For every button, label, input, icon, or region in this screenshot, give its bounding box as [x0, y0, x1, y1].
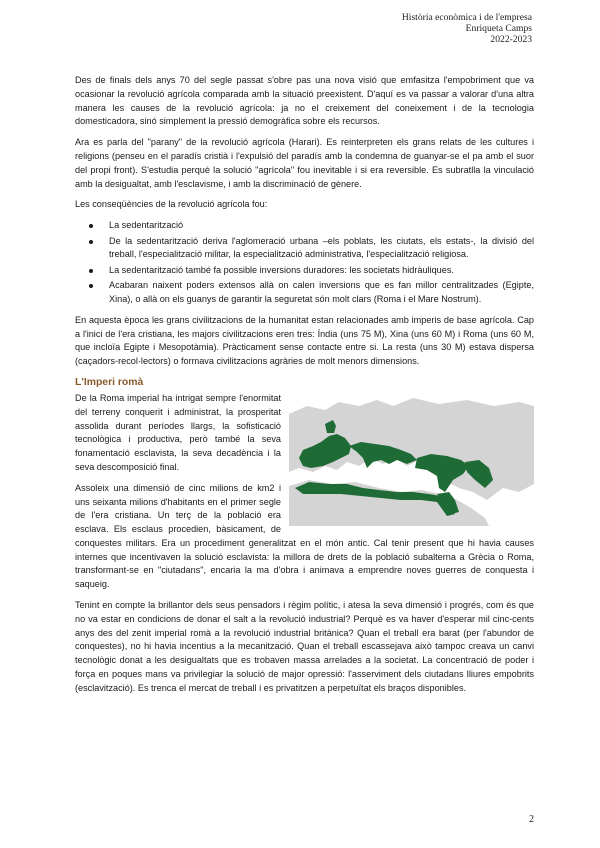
page-number: 2 [529, 814, 534, 825]
paragraph: Tenint en compte la brillantor dels seus pensadors i règim polític, i atesa la seva dimensió i progrés, com és que no va estar en condicions de donar el salt a la revolució industrial? Perquè es va haver d'esperar mil cinc-cents anys des del zenit imperial romà a la revolució industrial britànica? Quan el treball era barat (per l'abundor de conquestes), no hi havia incentius a la mecanització. Quan el treball escassejava això tampoc creava un canvi tecnològic donat a les desigualtats que es trobaven massa arrelades a la societat. La concentració de poder i força en poques mans va privilegiar la solució de major opressió: l'asserviment dels ciutadans lliures empobrits (esclavització). Es trenca el mercat de treball i es privatitzen a perpetuïtat els braços disponibles. [75, 600, 534, 693]
academic-year: 2022-2023 [490, 34, 532, 45]
page-header [402, 12, 532, 45]
author-name: Enriqueta Camps [465, 23, 532, 34]
list-item: La sedentarització [75, 219, 534, 233]
list-item: La sedentarització també fa possible inversions duradores: les societats hidràuliques. [75, 264, 534, 278]
consequences-list [75, 219, 534, 307]
list-item: Acabaran naixent poders extensos allà on calen inversions que es fan millor centralitzades (Egipte, Xina), o allà on els guanys de garantir la seguretat són molt clars (Roma i el Mare Nostrum). [75, 279, 534, 307]
list-item: De la sedentarització deriva l'aglomeració urbana –els poblats, les ciutats, els estats-, la divisió del treball, l'especialització militar, la especialització administrativa, l'especialització religiosa. [75, 235, 534, 263]
document-body [75, 74, 534, 703]
roman-empire-map [289, 396, 534, 526]
paragraph: Assoleix una dimensió de cinc milions de km2 i uns seixanta milions d'habitants en el primer segle de l'era cristiana. Un terç de la població era esclava. Els esclaus procedien, bàsicament, de conquestes militars. Era un procediment generalitzat en el món antic. Cal tenir present que hi havia causes internes que incentivaven la solució esclavista: la millora de drets de la població subalterna a Grècia o Roma, transformant-se en "ciutadans", encaria la ma d'obra i animava a emprendre noves guerres de conquesta i saqueig. [75, 482, 534, 590]
paragraph: De la Roma imperial ha intrigat sempre l'enormitat del terreny conquerit i administrat, la prosperitat assolida durant períodes llargs, la sofisticació tecnològica i productiva, però també la seva fonamentació esclavista, la seva decadència i la seva descomposició final. [75, 392, 281, 472]
paragraph: Des de finals dels anys 70 del segle passat s'obre pas una nova visió que emfasitza l'empobriment que va ocasionar la revolució agrícola comparada amb la situació preexistent. D'aquí es va passar a valorar d'una altra manera les causes de la revolució agrícola: ja no el creixement del coneixement i de la tecnologia domesticadora, sinó simplement la pressió demogràfica sobre els recursos. [75, 75, 534, 127]
paragraph: En aquesta època les grans civilitzacions de la humanitat estan relacionades amb imperis de base agrícola. Cap a l'inici de l'era cristiana, les majors civilitzacions eren tres: Índia (uns 75 M), Xina (uns 60 M) i Roma (uns 60 M, que incloïa Egipte i Mesopotàmia). Pràcticament sense contacte entre si. La resta (uns 30 M) estava dispersa (caçadors-recol·lectors) o formava civilitzacions agràries de molt menors dimensions. [75, 314, 534, 367]
paragraph: Les conseqüències de la revolució agrícola fou: [75, 199, 268, 210]
section-heading: L'Imperi romà [75, 376, 144, 388]
paragraph: Ara es parla del "parany" de la revolució agrícola (Harari). Es reinterpreten els grans relats de les cultures i religions (penseu en el paradís cristià i l'expulsió del paradís amb la condemna de guanyar-se el pa amb el suor del propi front). S'estudia perquè la solució "agrícola" fou inevitable i si era reversible. Es subratlla la vinculació amb la desigualtat, amb l'esclavisme, i amb la discriminació de gènere. [75, 137, 534, 189]
course-title: Història econòmica i de l'empresa [401, 12, 532, 23]
roman-empire-section [75, 392, 534, 592]
